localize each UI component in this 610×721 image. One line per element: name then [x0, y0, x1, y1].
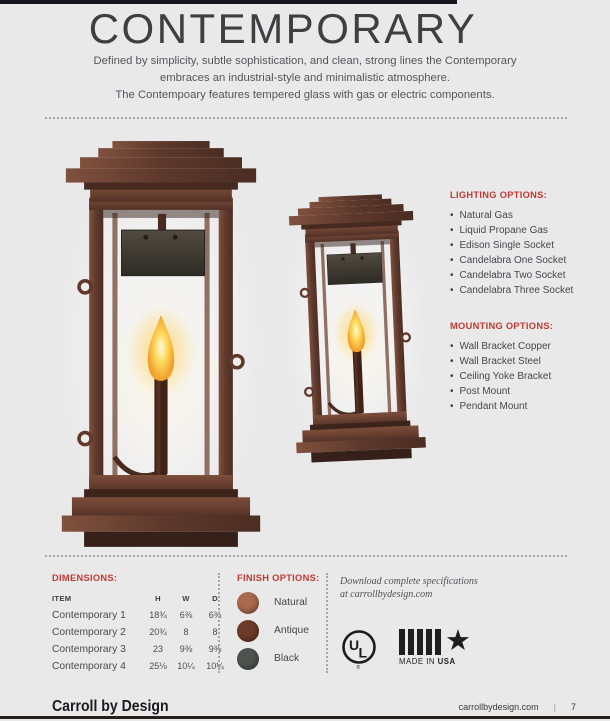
bullet-icon: • [450, 371, 454, 382]
footer-page-number: 7 [570, 702, 576, 712]
option-label: Candelabra Two Socket [459, 270, 566, 281]
table-cell-h: 18¾ [149, 610, 167, 620]
bullet-icon: • [450, 255, 454, 266]
finish-swatch-antique [237, 620, 259, 642]
description-line: embraces an industrial-style and minimalistic atmosphere. [159, 72, 451, 84]
bullet-icon: • [450, 225, 454, 236]
bullet-icon: • [450, 240, 454, 251]
list-item [450, 354, 610, 369]
table-cell-w: 10¼ [177, 661, 195, 671]
option-label: Edison Single Socket [459, 240, 555, 251]
dimensions-section [52, 573, 224, 675]
finish-label: Black [274, 653, 300, 664]
list-item [450, 208, 610, 223]
bullet-icon: • [450, 401, 454, 412]
finish-options-heading: FINISH OPTIONS: [237, 573, 320, 583]
table-cell-w: 9⅜ [179, 644, 193, 654]
lantern-illustration [56, 137, 266, 557]
bullet-icon: • [450, 210, 454, 221]
table-cell-h: 20¾ [149, 627, 167, 637]
table-cell-h: 25⅛ [149, 661, 167, 671]
lantern-photo-large [56, 137, 266, 557]
made-in-usa-bars-and-star-icon [399, 624, 473, 657]
footer-site-url: carrollbydesign.com [458, 702, 539, 712]
download-note [340, 575, 478, 601]
made-in-usa-logo [399, 624, 473, 666]
option-label: Natural Gas [459, 210, 513, 221]
table-cell-d: 6⅜ [208, 610, 222, 620]
table-cell-item: Contemporary 2 [52, 627, 126, 638]
ul-certification-logo [341, 629, 379, 671]
list-item [450, 253, 610, 268]
column-divider [326, 573, 328, 673]
option-label: Wall Bracket Copper [459, 341, 551, 352]
finish-swatch-natural [237, 592, 259, 614]
table-cell-w: 6⅜ [179, 610, 193, 620]
star-icon: ★ [445, 624, 471, 657]
svg-text:®: ® [356, 665, 361, 671]
dimensions-table [52, 591, 224, 675]
list-item [450, 384, 610, 399]
download-note-line: at carrollbydesign.com [340, 589, 433, 600]
top-accent-bar [0, 0, 457, 4]
table-cell-w: 8 [183, 627, 189, 637]
option-label: Pendant Mount [459, 401, 528, 412]
description-line: Defined by simplicity, subtle sophistication, and clean, strong lines the Contemporary [93, 55, 517, 67]
section-divider [45, 117, 567, 119]
mounting-options-list [450, 339, 610, 414]
finish-swatch-row [237, 647, 325, 670]
table-cell-item: Contemporary 4 [52, 661, 126, 672]
ul-logo-icon [341, 629, 379, 671]
list-item [450, 283, 610, 298]
footer-divider: | [553, 702, 556, 712]
list-item [450, 238, 610, 253]
column-header: H [155, 594, 161, 603]
table-cell-item: Contemporary 1 [52, 610, 126, 621]
column-header: D [212, 594, 218, 603]
svg-text:U: U [349, 637, 360, 653]
mounting-options-heading: MOUNTING OPTIONS: [450, 321, 554, 331]
table-cell-d: 8 [212, 627, 218, 637]
mounting-options-section [450, 321, 610, 414]
dimensions-heading: DIMENSIONS: [52, 573, 118, 583]
footer-brand: Carroll by Design [52, 698, 169, 715]
option-label: Ceiling Yoke Bracket [459, 371, 552, 382]
lantern-illustration [275, 190, 437, 470]
table-cell-item: Contemporary 3 [52, 644, 126, 655]
finish-swatch-black [237, 648, 259, 670]
footer-right [459, 702, 576, 712]
finish-options-section [237, 573, 325, 675]
bullet-icon: • [450, 356, 454, 367]
download-note-line: Download complete specifications [340, 576, 478, 587]
option-label: Candelabra Three Socket [459, 285, 574, 296]
list-item [450, 369, 610, 384]
column-divider [218, 573, 220, 673]
lighting-options-list [450, 208, 610, 298]
table-cell-d: 9⅜ [208, 644, 222, 654]
column-header: ITEM [52, 594, 72, 603]
lighting-options-section [450, 190, 610, 298]
finish-swatch-row [237, 619, 325, 642]
option-label: Post Mount [459, 386, 511, 397]
option-label: Liquid Propane Gas [459, 225, 548, 236]
list-item [450, 339, 610, 354]
lighting-options-heading: LIGHTING OPTIONS: [450, 190, 548, 200]
lantern-photo-small [275, 190, 437, 470]
svg-text:L: L [358, 644, 368, 661]
description-line: The Contempoary features tempered glass with gas or electric components. [115, 89, 495, 101]
column-header: W [182, 594, 190, 603]
bullet-icon: • [450, 341, 454, 352]
made-in-usa-caption: MADE IN USA [399, 657, 456, 666]
bullet-icon: • [450, 386, 454, 397]
list-item [450, 268, 610, 283]
page-title: CONTEMPORARY [88, 5, 478, 52]
table-cell-h: 23 [152, 644, 163, 654]
bullet-icon: • [450, 270, 454, 281]
list-item [450, 223, 610, 238]
finish-label: Antique [274, 625, 309, 636]
finish-swatch-row [237, 591, 325, 614]
option-label: Wall Bracket Steel [459, 356, 541, 367]
list-item [450, 399, 610, 414]
table-cell-d: 10¼ [206, 661, 224, 671]
section-divider [45, 555, 567, 557]
option-label: Candelabra One Socket [459, 255, 567, 266]
page-description [0, 53, 610, 104]
bullet-icon: • [450, 285, 454, 296]
finish-label: Natural [274, 597, 308, 608]
footer-rule [0, 716, 610, 719]
